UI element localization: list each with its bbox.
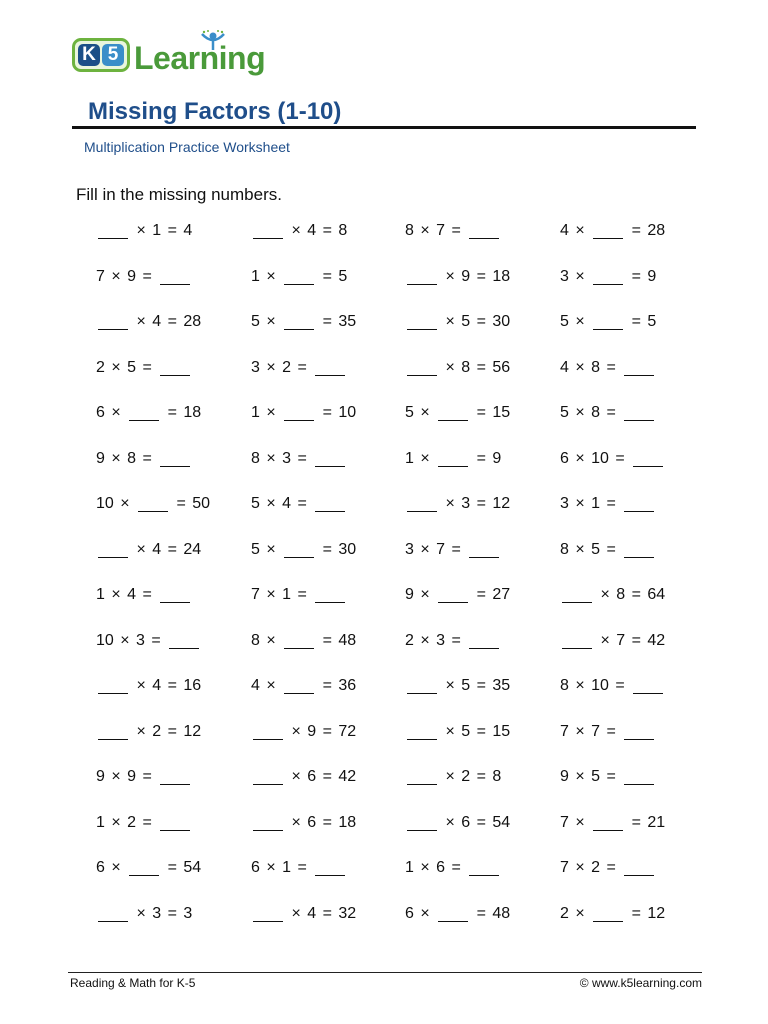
problem-item: × 3 = 3 [96, 903, 192, 925]
answer-blank [593, 222, 623, 239]
answer-blank [407, 313, 437, 330]
problem-item: 1 × 4 = [96, 584, 192, 606]
answer-blank [160, 586, 190, 603]
problem-item: 4 × = 28 [560, 222, 666, 239]
problem-item: × 1 = 4 [96, 220, 192, 242]
answer-blank [624, 723, 654, 740]
problem-item: 9 × 9 = [96, 766, 192, 788]
answer-blank [284, 632, 314, 649]
problem-item: 7 × 7 = [560, 721, 656, 743]
answer-blank [315, 495, 345, 512]
answer-blank [160, 359, 190, 376]
problem-item: 10 × = 50 [96, 495, 211, 512]
answer-blank [469, 541, 499, 558]
problem-item: 9 × 5 = [560, 766, 656, 788]
answer-blank [593, 268, 623, 285]
problem-item: 6 × 10 = [560, 448, 665, 470]
answer-blank [169, 632, 199, 649]
answer-blank [407, 814, 437, 831]
answer-blank [624, 859, 654, 876]
problem-item: 8 × 10 = [560, 675, 665, 697]
answer-blank [438, 404, 468, 421]
answer-blank [407, 268, 437, 285]
problem-item: 1 × = 10 [251, 404, 357, 421]
answer-blank [624, 768, 654, 785]
answer-blank [624, 404, 654, 421]
answer-blank [98, 313, 128, 330]
answer-blank [407, 359, 437, 376]
answer-blank [407, 768, 437, 785]
answer-blank [129, 859, 159, 876]
problem-item: 7 × 2 = [560, 857, 656, 879]
problem-item: 5 × 8 = [560, 402, 656, 424]
problem-item: 5 × = 15 [405, 404, 511, 421]
problem-item: × 8 = 64 [560, 584, 665, 606]
problem-item: 4 × = 36 [251, 677, 357, 694]
problem-item: × 4 = 16 [96, 675, 201, 697]
person-icon [198, 30, 228, 52]
problem-item: 8 × 5 = [560, 539, 656, 561]
answer-blank [562, 586, 592, 603]
k5-badge: K 5 [72, 38, 130, 72]
problem-item: × 6 = 42 [251, 766, 356, 788]
answer-blank [129, 404, 159, 421]
problem-item: 9 × 8 = [96, 448, 192, 470]
problem-item: 6 × = 18 [96, 404, 202, 421]
problem-item: × 7 = 42 [560, 630, 665, 652]
problem-item: × 4 = 28 [96, 311, 201, 333]
problem-item: 5 × = 30 [251, 540, 357, 558]
title-divider [72, 126, 696, 129]
problem-item: 1 × 2 = [96, 812, 192, 834]
answer-blank [284, 268, 314, 285]
problem-item: × 4 = 24 [96, 539, 201, 561]
problem-item: × 4 = 32 [251, 903, 356, 925]
k5-learning-logo [72, 30, 272, 78]
answer-blank [593, 814, 623, 831]
answer-blank [469, 859, 499, 876]
answer-blank [98, 905, 128, 922]
problem-item: × 5 = 15 [405, 721, 510, 743]
answer-blank [315, 859, 345, 876]
instructions: Fill in the missing numbers. [76, 185, 282, 204]
answer-blank [284, 404, 314, 421]
problem-item: 6 × 1 = [251, 857, 347, 879]
answer-blank [407, 723, 437, 740]
answer-blank [562, 632, 592, 649]
problem-item: × 8 = 56 [405, 357, 510, 379]
problem-item: 3 × 2 = [251, 357, 347, 379]
problem-item: 7 × 9 = [96, 266, 192, 288]
problem-item: 1 × = 9 [405, 449, 502, 467]
footer-website: © www.k5learning.com [579, 976, 702, 990]
answer-blank [98, 723, 128, 740]
answer-blank [593, 313, 623, 330]
problem-item: 1 × = 5 [251, 267, 348, 285]
problem-item: 1 × 6 = [405, 857, 501, 879]
problem-item: × 9 = 18 [405, 266, 510, 288]
answer-blank [160, 814, 190, 831]
problem-item: 5 × = 35 [251, 313, 357, 330]
problem-item: 3 × 7 = [405, 539, 501, 561]
answer-blank [624, 541, 654, 558]
answer-blank [624, 495, 654, 512]
answer-blank [284, 677, 314, 694]
answer-blank [160, 268, 190, 285]
problem-item: 2 × 5 = [96, 357, 192, 379]
problem-item: 6 × = 54 [96, 859, 202, 876]
answer-blank [253, 905, 283, 922]
problem-item: 7 × = 21 [560, 813, 666, 831]
page-subtitle: Multiplication Practice Worksheet [84, 139, 290, 155]
problem-item: × 5 = 35 [405, 675, 510, 697]
problem-item: 8 × = 48 [251, 631, 357, 649]
answer-blank [253, 723, 283, 740]
logo-wordmark: Learning [134, 40, 266, 76]
problem-item: 8 × 3 = [251, 448, 347, 470]
footer-tagline: Reading & Math for K-5 [70, 976, 196, 990]
problem-item: × 3 = 12 [405, 493, 510, 515]
problem-item: 5 × 4 = [251, 493, 347, 515]
answer-blank [98, 677, 128, 694]
problem-item: 7 × 1 = [251, 584, 347, 606]
problem-item: × 6 = 54 [405, 812, 510, 834]
problem-item: 3 × 1 = [560, 493, 656, 515]
problem-item: 3 × = 9 [560, 267, 657, 285]
problem-item: × 6 = 18 [251, 812, 356, 834]
problem-item: 8 × 7 = [405, 220, 501, 242]
answer-blank [253, 222, 283, 239]
answer-blank [438, 586, 468, 603]
answer-blank [633, 450, 663, 467]
answer-blank [138, 495, 168, 512]
answer-blank [98, 541, 128, 558]
problem-item: 9 × = 27 [405, 586, 511, 603]
answer-blank [315, 450, 345, 467]
answer-blank [593, 905, 623, 922]
answer-blank [98, 222, 128, 239]
answer-blank [624, 359, 654, 376]
answer-blank [438, 905, 468, 922]
problem-item: 2 × 3 = [405, 630, 501, 652]
problem-item: 6 × = 48 [405, 904, 511, 922]
answer-blank [315, 586, 345, 603]
answer-blank [160, 768, 190, 785]
problem-item: × 9 = 72 [251, 721, 356, 743]
answer-blank [633, 677, 663, 694]
problem-item: × 4 = 8 [251, 220, 347, 242]
problem-item: 2 × = 12 [560, 904, 666, 922]
problem-item: × 2 = 8 [405, 766, 501, 788]
problem-item: 5 × = 5 [560, 313, 657, 330]
answer-blank [469, 222, 499, 239]
problem-item: 10 × 3 = [96, 630, 201, 652]
answer-blank [438, 450, 468, 467]
problem-item: × 5 = 30 [405, 311, 510, 333]
page-title: Missing Factors (1-10) [88, 98, 342, 125]
problem-item: 4 × 8 = [560, 357, 656, 379]
answer-blank [160, 450, 190, 467]
footer-divider [68, 972, 702, 973]
answer-blank [315, 359, 345, 376]
answer-blank [253, 814, 283, 831]
answer-blank [284, 313, 314, 330]
answer-blank [469, 632, 499, 649]
answer-blank [407, 495, 437, 512]
answer-blank [407, 677, 437, 694]
problem-item: × 2 = 12 [96, 721, 201, 743]
answer-blank [253, 768, 283, 785]
answer-blank [284, 541, 314, 558]
